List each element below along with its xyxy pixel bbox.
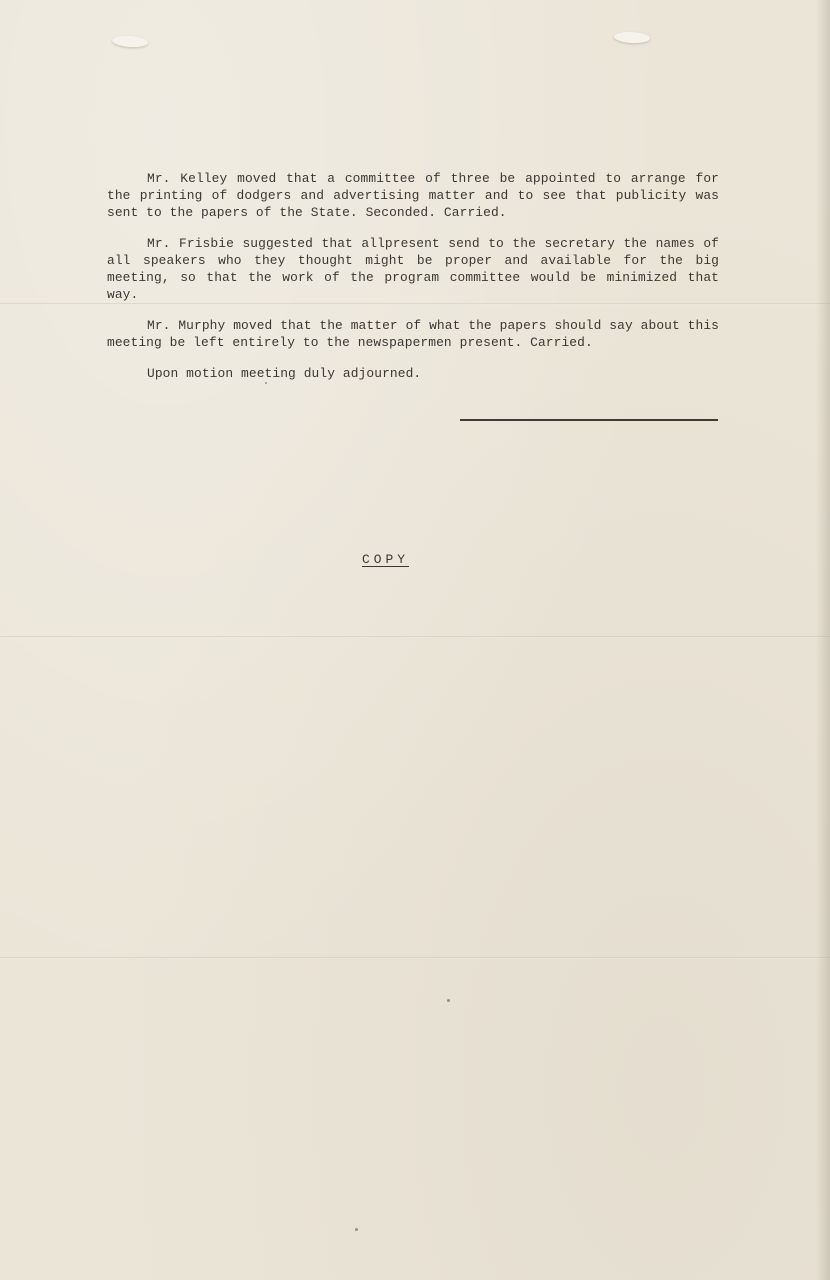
paper-fold-line [0,636,830,638]
paper-fold-line [0,957,830,959]
paper-edge-shadow [816,0,830,1280]
minutes-body [107,170,719,396]
paragraph-frisbie-suggestion: Mr. Frisbie suggested that allpresent send to the secretary the names of all speakers who they thought might be proper and available for the big meeting, so that the work of the program committee would be minimized that way. [107,236,719,302]
punch-hole [112,35,149,48]
paper-speck [447,999,450,1002]
paper-speck [355,1228,358,1231]
signature-line [460,419,718,421]
paragraph-adjournment: Upon motion meeting duly adjourned. [147,366,422,381]
paragraph-kelley-motion: Mr. Kelley moved that a committee of three be appointed to arrange for the printing of dodgers and advertising matter and to see that publicity was sent to the papers of the State. Seconded. Carried. [107,171,719,220]
copy-label: COPY [362,552,409,567]
paragraph-murphy-motion: Mr. Murphy moved that the matter of what the papers should say about this meeting be left entirely to the newspapermen present. Carried. [107,318,720,350]
punch-hole [614,31,651,44]
